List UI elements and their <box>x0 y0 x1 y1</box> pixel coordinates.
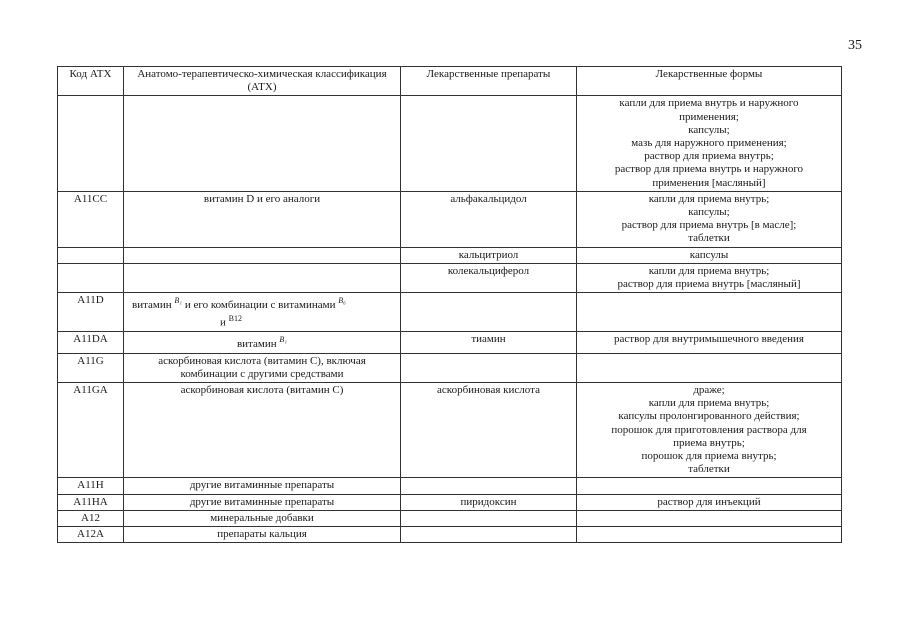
cell-forms <box>577 332 842 353</box>
cell-code <box>58 247 124 263</box>
form-line: капсулы; <box>688 206 730 219</box>
cell-atx <box>124 263 401 292</box>
form-line: таблетки <box>688 463 730 476</box>
form-line: порошок для приготовления раствора для <box>611 423 807 436</box>
cell-drug: аскорбиновая кислота <box>401 382 577 477</box>
table-row <box>58 526 842 542</box>
atx-text: и его комбинации с витаминами <box>184 299 336 312</box>
form-line: порошок для приема внутрь; <box>641 449 777 462</box>
cell-atx: минеральные добавки <box>124 510 401 526</box>
table-row <box>58 293 842 332</box>
atx-table <box>57 66 842 543</box>
atx-text: и <box>220 317 226 330</box>
cell-drug <box>401 293 577 332</box>
atx-text: витамин <box>236 338 277 351</box>
cell-code: A11DA <box>58 332 124 353</box>
atx-text: витамин <box>132 299 172 312</box>
cell-code: A11D <box>58 293 124 332</box>
cell-code: A12A <box>58 526 124 542</box>
table-row <box>58 478 842 494</box>
cell-forms <box>577 293 842 332</box>
table-row <box>58 353 842 382</box>
header-drugs: Лекарственные препараты <box>401 67 577 96</box>
table-row <box>58 247 842 263</box>
cell-forms <box>577 510 842 526</box>
cell-forms <box>577 353 842 382</box>
form-line: раствор для приема внутрь [масляный] <box>617 278 801 291</box>
form-line: капли для приема внутрь; <box>648 192 770 205</box>
form-line: приема внутрь; <box>673 436 745 449</box>
cell-atx <box>124 332 401 353</box>
cell-drug: колекальциферол <box>401 263 577 292</box>
form-line: мазь для наружного применения; <box>631 137 787 150</box>
form-line: раствор для инъекций <box>657 495 761 508</box>
form-line: капсулы пролонгированного действия; <box>618 410 800 423</box>
cell-forms <box>577 96 842 191</box>
form-line: раствор для приема внутрь и наружного <box>614 163 804 176</box>
table-row <box>58 263 842 292</box>
cell-code: A11CC <box>58 191 124 247</box>
table-row <box>58 332 842 353</box>
cell-drug <box>401 96 577 191</box>
table-header-row <box>58 67 842 96</box>
atx-second-line <box>220 312 397 330</box>
cell-forms <box>577 526 842 542</box>
cell-forms <box>577 382 842 477</box>
cell-code: A11HA <box>58 494 124 510</box>
cell-atx <box>124 96 401 191</box>
cell-atx: другие витаминные препараты <box>124 494 401 510</box>
cell-drug: кальцитриол <box>401 247 577 263</box>
table-row <box>58 382 842 477</box>
vitamin-symbol: B₁ <box>174 296 183 306</box>
table-row <box>58 494 842 510</box>
form-line: раствор для приема внутрь [в масле]; <box>621 219 797 232</box>
cell-drug: пиридоксин <box>401 494 577 510</box>
cell-code: A11H <box>58 478 124 494</box>
cell-atx: аскорбиновая кислота (витамин С) <box>124 382 401 477</box>
form-line: капсулы <box>689 248 729 261</box>
cell-code: A11GA <box>58 382 124 477</box>
vitamin-symbol: B12 <box>228 314 242 324</box>
cell-forms <box>577 247 842 263</box>
cell-drug: альфакальцидол <box>401 191 577 247</box>
header-forms: Лекарственные формы <box>577 67 842 96</box>
cell-forms <box>577 263 842 292</box>
form-line: капли для приема внутрь; <box>648 264 770 277</box>
header-atx: Анатомо-терапевтическо-химическая классификация (АТХ) <box>124 67 401 96</box>
cell-atx: другие витаминные препараты <box>124 478 401 494</box>
vitamin-symbol: B₆ <box>338 296 346 306</box>
form-line: капли для приема внутрь и наружного <box>619 97 799 110</box>
form-line: таблетки <box>688 232 730 245</box>
header-code: Код АТХ <box>58 67 124 96</box>
form-line: драже; <box>693 383 725 396</box>
cell-atx: препараты кальция <box>124 526 401 542</box>
cell-atx: витамин D и его аналоги <box>124 191 401 247</box>
cell-drug: тиамин <box>401 332 577 353</box>
form-line: применения; <box>679 110 739 123</box>
atx-line: комбинации с другими средствами <box>180 367 344 380</box>
cell-forms <box>577 478 842 494</box>
cell-code: A11G <box>58 353 124 382</box>
cell-code <box>58 96 124 191</box>
form-line: капли для приема внутрь; <box>648 397 770 410</box>
cell-code: A12 <box>58 510 124 526</box>
table-row <box>58 510 842 526</box>
cell-forms <box>577 191 842 247</box>
vitamin-symbol: B₁ <box>279 335 288 345</box>
page-number: 35 <box>848 38 862 53</box>
cell-drug <box>401 353 577 382</box>
cell-drug <box>401 526 577 542</box>
table-row <box>58 191 842 247</box>
form-line: применения [масляный] <box>652 176 766 189</box>
atx-line: аскорбиновая кислота (витамин С), включая <box>158 354 366 367</box>
cell-atx <box>124 353 401 382</box>
form-line: раствор для приема внутрь; <box>644 150 774 163</box>
cell-code <box>58 263 124 292</box>
table-row <box>58 96 842 191</box>
cell-forms <box>577 494 842 510</box>
form-line: капсулы; <box>688 123 730 136</box>
cell-drug <box>401 510 577 526</box>
cell-atx <box>124 247 401 263</box>
form-line: раствор для внутримышечного введения <box>614 333 804 346</box>
cell-atx <box>124 293 401 332</box>
cell-drug <box>401 478 577 494</box>
